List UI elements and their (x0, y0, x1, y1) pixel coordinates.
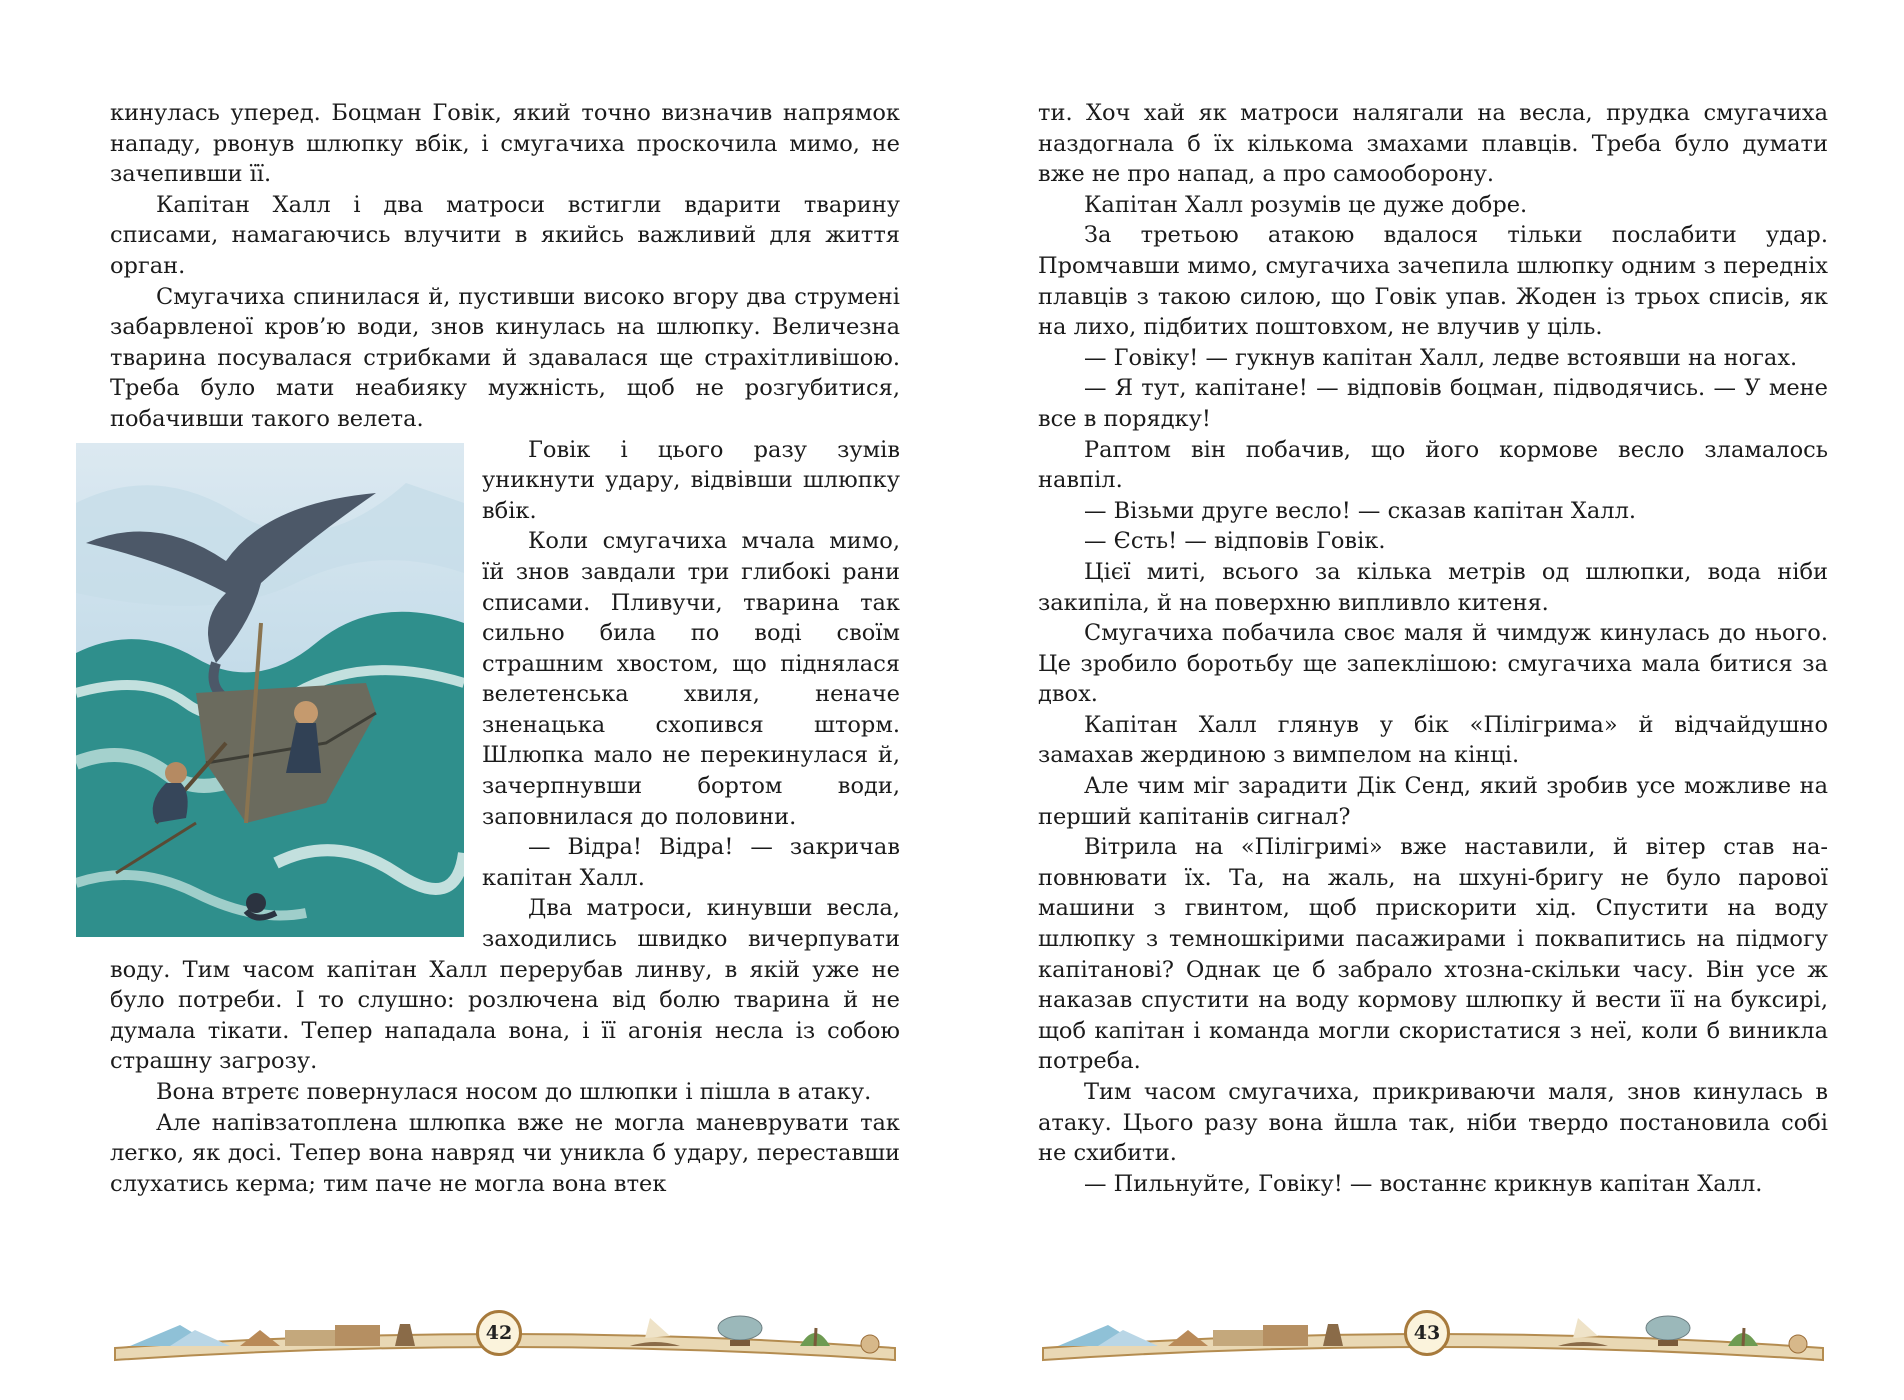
paragraph: Два матроси, кинувши весла, заходились швидко вичерпувати воду. Тим часом капітан Халл перерубав линву, в якій уже не було потреби. І то слушно: розлючена від болю тварина й не думала тікати. Тепер нападала вона, і її агонія несла із собою страшну загрозу. (110, 895, 900, 1075)
paragraph: Але напівзатоплена шлюпка вже не могла маневрувати так легко, як досі. Тепер вона навряд чи уникла б удару, переставши слухатись керма; тим паче не могла вона втек (110, 1109, 900, 1197)
paragraph: Вітрила на «Пілігримі» вже наставили, й вітер став наповнювати їх. Та, на жаль, на шхуні-бригу не було парової машини з гвинтом, щоб прискорити хід. Спустити на воду шлюпку з темношкірими пасажирами і поквапитись на підмогу капітанові? Однак це б забрало хтозна-скільки часу. Він усе ж наказав спустити на воду кормову шлюпку й вести її на буксирі, щоб капітан і команда могли скористатися з неї, коли б виникла потреба. (1038, 834, 1828, 1075)
paragraph: Цієї миті, всього за кілька метрів од шлюпки, вода ніби закипіла, й на поверхню випливло китеня. (1038, 558, 1828, 616)
paragraph: Капітан Халл глянув у бік «Пілігрима» й відчайдушно замахав жердиною з вимпелом на кінці. (1038, 711, 1828, 769)
paragraph: ти. Хоч хай як матроси налягали на весла, прудка смугачиха наздогнала б їх кількома змахами плавців. Треба було думати вже не про напад, а про самооборону. (1038, 100, 1828, 188)
paragraph: кинулась уперед. Боцман Говік, який точно визначив напрямок нападу, рвонув шлюпку вбік, і смугачиха проскочила мимо, не зачепивши її. (110, 100, 900, 188)
paragraph: — Пильнуйте, Говіку! — востаннє крикнув капітан Халл. (1084, 1170, 1763, 1197)
page-number: 42 (476, 1310, 522, 1356)
paragraph: Раптом він побачив, що його кормове весло зламалось навпіл. (1038, 436, 1828, 494)
paragraph: За третьою атакою вдалося тільки послабити удар. Промчавши мимо, смугачиха зачепила шлюпку одним з передніх плавців з такою силою, що Говік упав. Жоден із трьох списів, як на лихо, підбитих поштовхом, не влучив у ціль. (1038, 222, 1828, 341)
paragraph: Смугачиха спинилася й, пустивши високо вгору два струмені забарвленої кров’ю води, знов кинулась на шлюпку. Величезна тварина посувалася стрибками й здавалася ще страхітливішою. Треба було мати неабияку мужність, щоб не розгубитися, побачивши такого велета. (110, 283, 900, 432)
paragraph: Але чим міг зарадити Дік Сенд, який зробив усе можливе на перший капітанів сигнал? (1038, 773, 1828, 830)
paragraph: — Візьми друге весло! — сказав капітан Халл. (1084, 497, 1637, 524)
paragraph: Капітан Халл і два матроси встигли вдарити тварину списами, намагаючись влучити в якийсь важливий для життя орган. (110, 191, 900, 279)
paragraph: — Я тут, капітане! — відповів боцман, підводячись. — У мене все в порядку! (1038, 375, 1828, 432)
paragraph: Тим часом смугачиха, прикриваючи маля, знов кинулась в атаку. Цього разу вона йшла так, ніби твердо постановила собі не схибити. (1038, 1079, 1828, 1167)
paragraph: Вона втретє повернулася носом до шлюпки і пішла в атаку. (156, 1079, 872, 1105)
paragraph: Смугачиха побачила своє маля й чимдуж кинулась до нього. Це зробило боротьбу ще запеклішою: смугачиха мала битися за двох. (1038, 620, 1828, 708)
paragraph: — Єсть! — відповів Говік. (1084, 528, 1386, 555)
paragraph: Говік і цього разу зумів уникнути удару, відвівши шлюпку вбік. (482, 436, 900, 524)
paragraph: Коли смугачиха мчала мимо, їй знов завдали три глибокі рани списами. Пливучи, тварина так сильно била по воді своїм страшним хвостом, що піднялася велетенська хвиля, неначе зненацька схопився шторм. Шлюпка мало не перекинулася й, зачерпнувши бортом води, заповнилася до половини. (482, 528, 900, 830)
paragraph: Капітан Халл розумів це дуже добре. (1084, 191, 1528, 218)
right-page (1038, 98, 1828, 1199)
paragraph: — Відра! Відра! — закричав капітан Халл. (482, 834, 900, 891)
paragraph: — Говіку! — гукнув капітан Халл, ледве встоявши на ногах. (1084, 344, 1798, 371)
whale-boat-illustration (76, 443, 464, 937)
page-number: 43 (1404, 1310, 1450, 1356)
left-page (110, 98, 900, 1199)
